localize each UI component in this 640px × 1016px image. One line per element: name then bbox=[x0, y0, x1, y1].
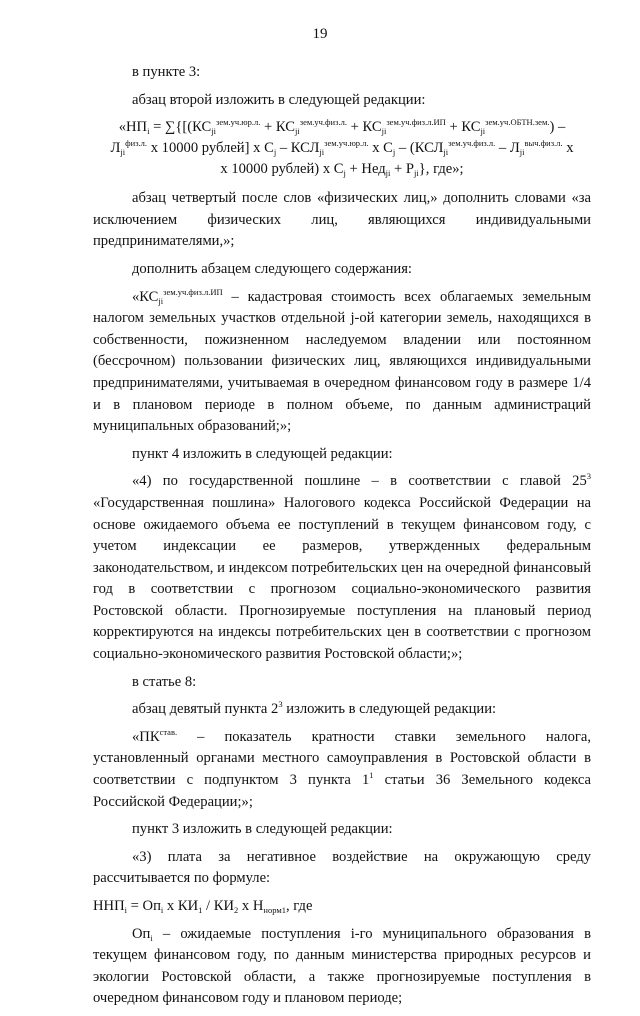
paragraph: «$КС_{ji}^{зем.уч.физ.л.ИП}$ – кадастровая стоимость всех облагаемых земельным налогом земельных участков отдельной j-ой категории земель, находящихся в собственности, пожизненном наследуемом владении или постоянном (бессрочном) пользовании физических лиц, являющихся индивидуальными предпринимателями, учитываемая в очередном финансовом году в размере 1/4 и в плановом периоде в полном объеме, по данным администраций муниципальных образований;»; bbox=[93, 286, 591, 435]
document-body bbox=[93, 62, 591, 1016]
page-number: 19 bbox=[312, 26, 328, 42]
formula-nnpi: $ННП_i = Оп_i$ x $КИ_1 / КИ_2$ x $Н_{норм1}$, где bbox=[93, 898, 313, 915]
paragraph: $Оп_i$ – ожидаемые поступления i-го муниципального образования в текущем финансовом году, по данным министерства природных ресурсов и экологии Ростовской области, а также прогнозируемые поступления в очередном финансовом году и плановом периоде; bbox=[93, 925, 591, 1007]
formula-line: x 10000 рублей) x $C_j + Нед_{ji} + P_{ji}$}, где»; bbox=[220, 161, 464, 179]
formula-line: $Л_{ji}^{физ.л.}$ x 10000 рублей] x $C_j - КСЛ_{ji}^{зем.уч.юр.л.}$ x $C_j - (КСЛ_{ji}^{зем.уч.физ.л.} - Л_{ji}^{выч.физ.л.}$ x bbox=[110, 138, 574, 158]
formula-line: «$НП_i = \sum\{[(КС_{ji}^{зем.уч.юр.л.} + КС_{ji}^{зем.уч.физ.л.} + КС_{ji}^{зем.уч.физ.л.ИП} + КС_{ji}^{зем.уч.ОБТН.зем.})$ – bbox=[118, 117, 566, 137]
paragraph: абзац второй изложить в следующей редакции: bbox=[132, 91, 426, 108]
paragraph: «$ПК^{став.}$ – показатель кратности ставки земельного налога, установленный органами местного самоуправления в Ростовской области в соответствии с подпунктом 3 пункта $1^1$ статьи 36 Земельного кодекса Российской Федерации;»; bbox=[93, 726, 591, 810]
paragraph: в пункте 3: bbox=[132, 64, 201, 80]
paragraph: абзац четвертый после слов «физических лиц,» дополнить словами «за исключением физических лиц, являющихся индивидуальными предпринимателями,»; bbox=[93, 190, 591, 250]
paragraph: «4) по государственной пошлине – в соответствии с главой $25^3$ «Государственная пошлина» Налогового кодекса Российской Федерации на основе ожидаемого объема ее поступлений в текущем финансовом году, с учетом индексации ее размеров, утвержденных федеральным законодательством, и индексом потребительских цен на очередной финансовый год в соответствии с прогнозом социально-экономического развития Ростовской области. Прогнозируемые поступления на плановый период корректируются на индексы потребительских цен в соответствии с прогнозом социально-экономического развития Ростовской области;»; bbox=[93, 471, 591, 663]
paragraph: абзац девятый пункта $2^3$ изложить в следующей редакции: bbox=[132, 699, 497, 718]
paragraph: в статье 8: bbox=[132, 673, 197, 690]
paragraph: «3) плата за негативное воздействие на окружающую среду рассчитывается по формуле: bbox=[93, 848, 591, 887]
paragraph: пункт 4 изложить в следующей редакции: bbox=[132, 445, 393, 462]
paragraph: дополнить абзацем следующего содержания: bbox=[132, 260, 412, 277]
formula-npi bbox=[93, 117, 591, 180]
paragraph: пункт 3 изложить в следующей редакции: bbox=[132, 821, 393, 838]
